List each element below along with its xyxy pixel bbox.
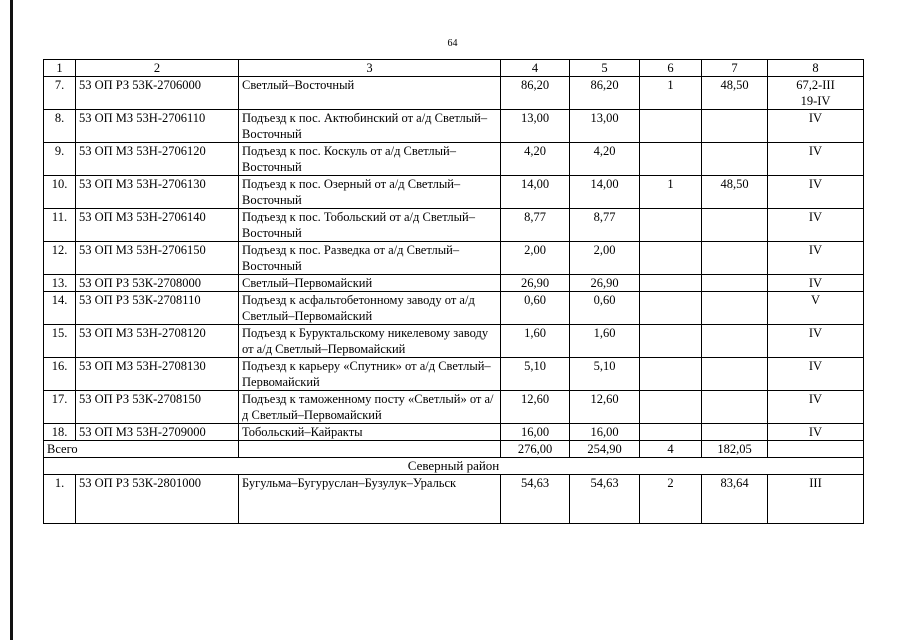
header-cell: 5 (570, 60, 640, 77)
length-total: 4,20 (501, 143, 570, 176)
bridge-count: 1 (640, 176, 702, 209)
length-total: 0,60 (501, 292, 570, 325)
length-paved: 0,60 (570, 292, 640, 325)
road-name: Подъезд к пос. Коскуль от а/д Светлый–Восточный (239, 143, 501, 176)
road-code: 53 ОП РЗ 53К-2708000 (76, 275, 239, 292)
length-total: 16,00 (501, 424, 570, 441)
length-paved: 1,60 (570, 325, 640, 358)
table-row (44, 424, 864, 441)
table-row (44, 358, 864, 391)
road-name: Светлый–Восточный (239, 77, 501, 110)
total-c8 (768, 441, 864, 458)
road-code: 53 ОП МЗ 53Н-2708120 (76, 325, 239, 358)
table-row (44, 209, 864, 242)
row-number: 1. (44, 475, 76, 524)
length-paved: 26,90 (570, 275, 640, 292)
header-cell: 6 (640, 60, 702, 77)
bridge-length: 83,64 (702, 475, 768, 524)
bridge-count (640, 424, 702, 441)
length-total: 5,10 (501, 358, 570, 391)
total-empty-cell (239, 441, 501, 458)
bridge-count (640, 242, 702, 275)
road-code: 53 ОП МЗ 53Н-2708130 (76, 358, 239, 391)
length-total: 14,00 (501, 176, 570, 209)
table-row (44, 242, 864, 275)
total-c6: 4 (640, 441, 702, 458)
bridge-count (640, 391, 702, 424)
table-row (44, 275, 864, 292)
road-code: 53 ОП РЗ 53К-2708150 (76, 391, 239, 424)
row-number: 8. (44, 110, 76, 143)
road-code: 53 ОП МЗ 53Н-2709000 (76, 424, 239, 441)
bridge-count: 1 (640, 77, 702, 110)
length-paved: 12,60 (570, 391, 640, 424)
road-category: IV (768, 143, 864, 176)
row-number: 15. (44, 325, 76, 358)
road-name: Подъезд к пос. Актюбинский от а/д Светлый–Восточный (239, 110, 501, 143)
bridge-length (702, 292, 768, 325)
bridge-length (702, 242, 768, 275)
length-total: 8,77 (501, 209, 570, 242)
length-paved: 13,00 (570, 110, 640, 143)
length-total: 2,00 (501, 242, 570, 275)
scan-edge-bar (10, 0, 13, 640)
length-total: 86,20 (501, 77, 570, 110)
table-row (44, 475, 864, 524)
road-code: 53 ОП МЗ 53Н-2706120 (76, 143, 239, 176)
bridge-length (702, 325, 768, 358)
row-number: 7. (44, 77, 76, 110)
length-paved: 14,00 (570, 176, 640, 209)
length-paved: 54,63 (570, 475, 640, 524)
row-number: 10. (44, 176, 76, 209)
header-cell: 8 (768, 60, 864, 77)
table-row (44, 143, 864, 176)
road-name: Подъезд к пос. Озерный от а/д Светлый–Восточный (239, 176, 501, 209)
road-code: 53 ОП РЗ 53К-2708110 (76, 292, 239, 325)
row-number: 12. (44, 242, 76, 275)
total-c7: 182,05 (702, 441, 768, 458)
section-title-row (44, 458, 864, 475)
table-row (44, 176, 864, 209)
length-paved: 5,10 (570, 358, 640, 391)
row-number: 16. (44, 358, 76, 391)
length-paved: 16,00 (570, 424, 640, 441)
bridge-count: 2 (640, 475, 702, 524)
header-cell: 3 (239, 60, 501, 77)
roads-table (43, 59, 864, 524)
road-name: Подъезд к асфальтобетонному заводу от а/д Светлый–Первомайский (239, 292, 501, 325)
header-cell: 1 (44, 60, 76, 77)
road-code: 53 ОП МЗ 53Н-2706130 (76, 176, 239, 209)
road-name: Подъезд к пос. Разведка от а/д Светлый–Восточный (239, 242, 501, 275)
header-cell: 4 (501, 60, 570, 77)
road-code: 53 ОП МЗ 53Н-2706140 (76, 209, 239, 242)
road-category: IV (768, 275, 864, 292)
row-number: 17. (44, 391, 76, 424)
length-total: 13,00 (501, 110, 570, 143)
road-name: Бугульма–Бугуруслан–Бузулук–Уральск (239, 475, 501, 524)
bridge-count (640, 209, 702, 242)
road-name: Подъезд к таможенному посту «Светлый» от а/д Светлый–Первомайский (239, 391, 501, 424)
bridge-length (702, 143, 768, 176)
length-paved: 86,20 (570, 77, 640, 110)
road-name: Подъезд к Буруктальскому никелевому заводу от а/д Светлый–Первомайский (239, 325, 501, 358)
row-number: 14. (44, 292, 76, 325)
total-c5: 254,90 (570, 441, 640, 458)
road-category: 67,2-III 19-IV (768, 77, 864, 110)
road-category: V (768, 292, 864, 325)
length-total: 54,63 (501, 475, 570, 524)
bridge-length (702, 275, 768, 292)
bridge-length: 48,50 (702, 77, 768, 110)
length-total: 12,60 (501, 391, 570, 424)
road-code: 53 ОП МЗ 53Н-2706150 (76, 242, 239, 275)
bridge-count (640, 292, 702, 325)
table-row (44, 110, 864, 143)
bridge-count (640, 358, 702, 391)
road-category: IV (768, 391, 864, 424)
bridge-count (640, 275, 702, 292)
length-total: 26,90 (501, 275, 570, 292)
table-row (44, 292, 864, 325)
bridge-count (640, 143, 702, 176)
road-code: 53 ОП РЗ 53К-2801000 (76, 475, 239, 524)
road-category: III (768, 475, 864, 524)
road-code: 53 ОП РЗ 53К-2706000 (76, 77, 239, 110)
road-name: Тобольский–Кайракты (239, 424, 501, 441)
total-label: Всего (44, 441, 239, 458)
road-category: IV (768, 242, 864, 275)
total-c4: 276,00 (501, 441, 570, 458)
bridge-length (702, 424, 768, 441)
row-number: 13. (44, 275, 76, 292)
total-row (44, 441, 864, 458)
road-category: IV (768, 176, 864, 209)
road-category: IV (768, 325, 864, 358)
road-category: IV (768, 110, 864, 143)
table-row (44, 325, 864, 358)
bridge-length (702, 209, 768, 242)
row-number: 18. (44, 424, 76, 441)
table-row (44, 391, 864, 424)
bridge-length (702, 391, 768, 424)
road-category: IV (768, 424, 864, 441)
road-name: Светлый–Первомайский (239, 275, 501, 292)
bridge-length (702, 358, 768, 391)
bridge-count (640, 325, 702, 358)
row-number: 11. (44, 209, 76, 242)
page-number: 64 (447, 38, 458, 49)
road-name: Подъезд к карьеру «Спутник» от а/д Светлый–Первомайский (239, 358, 501, 391)
row-number: 9. (44, 143, 76, 176)
bridge-length: 48,50 (702, 176, 768, 209)
length-paved: 2,00 (570, 242, 640, 275)
header-cell: 7 (702, 60, 768, 77)
length-total: 1,60 (501, 325, 570, 358)
road-code: 53 ОП МЗ 53Н-2706110 (76, 110, 239, 143)
bridge-count (640, 110, 702, 143)
length-paved: 4,20 (570, 143, 640, 176)
header-cell: 2 (76, 60, 239, 77)
table-row (44, 77, 864, 110)
table-header-row (44, 60, 864, 77)
bridge-length (702, 110, 768, 143)
section-title: Северный район (44, 458, 864, 475)
road-category: IV (768, 209, 864, 242)
road-category: IV (768, 358, 864, 391)
length-paved: 8,77 (570, 209, 640, 242)
road-name: Подъезд к пос. Тобольский от а/д Светлый–Восточный (239, 209, 501, 242)
